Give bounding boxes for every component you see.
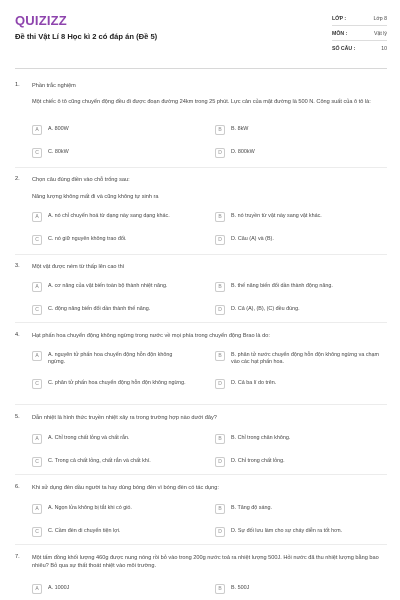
option-letter: D — [215, 235, 225, 245]
option-text: C. Trong cả chất lỏng, chất rắn và chất khí. — [48, 458, 151, 464]
option-letter: B — [215, 351, 225, 361]
question-number: 7. — [15, 554, 20, 560]
option-text: A. Ngọn lửa không bị tắt khi có gió. — [48, 505, 132, 511]
option-text: A. 1000J — [48, 585, 70, 591]
option-text: A. Chỉ trong chất lỏng và chất rắn. — [48, 435, 130, 441]
option-letter: C — [32, 527, 42, 537]
question-number: 1. — [15, 82, 20, 88]
option-letter: C — [32, 148, 42, 158]
option-letter: A — [32, 351, 42, 361]
option-letter: D — [215, 305, 225, 315]
question-text: Chọn câu đúng điền vào chỗ trống sau: — [32, 177, 130, 183]
option-letter: A — [32, 434, 42, 444]
option-text: D. Cả ba lí do trên. — [231, 380, 277, 386]
page-title: Đề thi Vật Lí 8 Học kì 2 có đáp án (Đề 5) — [15, 32, 158, 41]
meta-label: LỚP : — [332, 16, 347, 22]
option-letter: A — [32, 212, 42, 222]
option-text: C. động năng biến đổi dần thành thế năng. — [48, 306, 151, 312]
question-number: 4. — [15, 332, 20, 338]
option-text: C. nó giữ nguyên không trao đổi. — [48, 236, 127, 242]
option-text: D. 800kW — [231, 149, 255, 155]
question-number: 3. — [15, 263, 20, 269]
question-text: Một chiếc ô tô cũng chuyển động đều đi được đoạn đường 24km trong 25 phút. Lực cản của mặt đường là 500 N. Công suất của ô tô là: — [32, 99, 371, 105]
meta-value: 10 — [381, 46, 387, 52]
option-letter: D — [215, 379, 225, 389]
meta-value: Lớp 8 — [373, 16, 387, 22]
option-letter: B — [215, 434, 225, 444]
option-text: B. phân tử nước chuyển động hỗn độn không ngừng va chạm vào các hạt phấn hoa. — [231, 352, 380, 366]
divider — [332, 40, 387, 41]
option-text: B. thế năng biến đổi dần thành động năng. — [231, 283, 333, 289]
option-letter: A — [32, 504, 42, 514]
option-text: A. nó chỉ chuyển hoá từ dạng này sang dạng khác. — [48, 213, 170, 219]
option-text: A. 800W — [48, 126, 69, 132]
option-text: A. nguyên tử phấn hoa chuyển động hỗn độn không ngừng. — [48, 352, 173, 366]
option-letter: A — [32, 584, 42, 594]
option-letter: C — [32, 235, 42, 245]
question-text: Khi sử dụng đèn dầu người ta hay dùng bóng đèn vì bóng đèn có tác dụng: — [32, 485, 219, 491]
option-text: D. Sự đối lưu làm cho sự cháy diễn ra tốt hơn. — [231, 528, 343, 534]
option-text: B. Chỉ trong chân không. — [231, 435, 291, 441]
option-text: A. cơ năng của vật biến toàn bộ thành nhiệt năng. — [48, 283, 168, 289]
question-number: 2. — [15, 176, 20, 182]
option-letter: D — [215, 527, 225, 537]
question-text: Dẫn nhiệt là hình thức truyền nhiệt xảy ra trong trường hợp nào dưới đây? — [32, 415, 217, 421]
quizizz-logo: QUIZIZZ — [15, 13, 67, 28]
option-text: B. 8kW — [231, 126, 249, 132]
meta-value: Vật lý — [374, 31, 387, 37]
option-text: D. Chỉ trong chất lỏng. — [231, 458, 285, 464]
option-letter: B — [215, 125, 225, 135]
option-letter: C — [32, 457, 42, 467]
worksheet-header — [0, 0, 400, 72]
option-text: D. Cả (A), (B), (C) đều đúng. — [231, 306, 300, 312]
question-number: 6. — [15, 484, 20, 490]
question-text: Phần trắc nghiệm — [32, 83, 76, 89]
question-text: Một vật được ném từ thấp lên cao thì — [32, 264, 125, 270]
question-text: Năng lượng không mất đi và cũng không tự sinh ra — [32, 194, 159, 200]
question-divider — [15, 544, 387, 545]
divider — [332, 25, 387, 26]
question-divider — [15, 404, 387, 405]
question-divider — [15, 474, 387, 475]
option-letter: B — [215, 584, 225, 594]
meta-label: SỐ CÂU : — [332, 46, 356, 52]
option-text: D. Câu (A) và (B). — [231, 236, 274, 242]
question-divider — [15, 167, 387, 168]
option-letter: A — [32, 125, 42, 135]
option-letter: C — [32, 379, 42, 389]
question-number: 5. — [15, 414, 20, 420]
option-text: C. phân tử phấn hoa chuyển động hỗn độn không ngừng. — [48, 380, 186, 386]
option-text: C. Cầm đèn di chuyển tiện lợi. — [48, 528, 121, 534]
header-divider — [15, 68, 387, 69]
option-letter: C — [32, 305, 42, 315]
question-text: Hạt phấn hoa chuyển động không ngừng trong nước về mọi phía trong chuyển động Brao là do: — [32, 333, 270, 339]
option-text: B. 500J — [231, 585, 250, 591]
option-letter: B — [215, 212, 225, 222]
option-letter: B — [215, 282, 225, 292]
option-letter: B — [215, 504, 225, 514]
question-divider — [15, 254, 387, 255]
option-text: B. Tăng độ sáng. — [231, 505, 272, 511]
option-letter: A — [32, 282, 42, 292]
meta-label: MÔN : — [332, 31, 348, 37]
option-letter: D — [215, 457, 225, 467]
option-letter: D — [215, 148, 225, 158]
option-text: C. 80kW — [48, 149, 69, 155]
option-text: B. nó truyền từ vật này sang vật khác. — [231, 213, 322, 219]
question-text: Một tấm đồng khối lượng 460g được nung nóng rồi bỏ vào trong 200g nước toả ra nhiệt lượng 500J. Hỏi nước đã thu nhiệt lượng bằng bao nhiêu? Bỏ qua sự thất thoát nhiệt vào môi trường. — [32, 555, 379, 570]
question-divider — [15, 322, 387, 323]
